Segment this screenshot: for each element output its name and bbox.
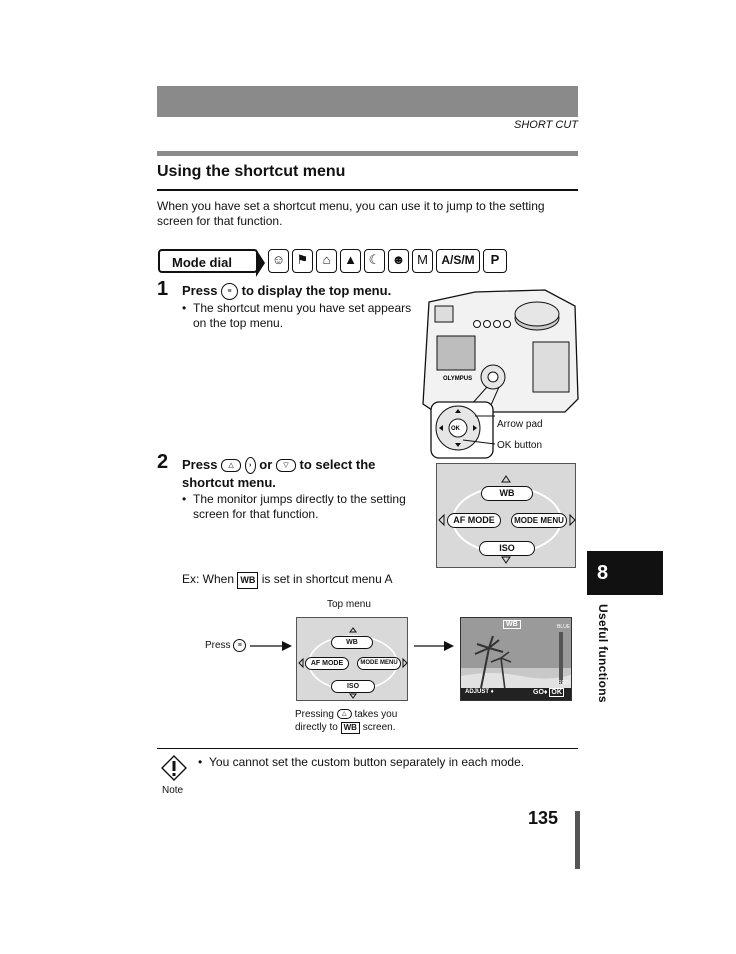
example-line: Ex: When WB is set in shortcut menu A	[182, 572, 392, 589]
landscape-portrait-mode-icon: ⌂	[316, 249, 337, 273]
night-scene-mode-icon: ☾	[364, 249, 385, 273]
go-ok-label: GO♦ OK	[533, 689, 562, 696]
small-menu-af-mode-item: AF MODE	[305, 657, 349, 670]
step1-title: Press ≡ to display the top menu.	[182, 282, 422, 300]
ok-button-callout: OK button	[497, 440, 543, 451]
intro-text: When you have set a shortcut menu, you can use it to jump to the setting screen for that function.	[157, 199, 545, 228]
step2-number: 2	[157, 451, 169, 473]
top-menu-label: Top menu	[327, 599, 371, 610]
blue-label: BLUE	[557, 624, 571, 630]
red-label: RED	[558, 680, 569, 686]
my-mode-icon: M	[412, 249, 433, 273]
page-number-bar	[575, 811, 580, 869]
camera-brand: OLYMPUS	[443, 376, 473, 382]
small-menu-iso-item: ISO	[331, 680, 375, 693]
asm-mode-icon: A/S/M	[436, 249, 480, 273]
shortcut-menu-screen	[436, 463, 576, 568]
step1-number: 1	[157, 278, 169, 300]
page-number: 135	[528, 808, 559, 828]
landscape-mode-icon: ▲	[340, 249, 361, 273]
self-portrait-mode-icon: ☻	[388, 249, 409, 273]
mode-dial-arrow-icon	[256, 249, 265, 277]
camera-back-illustration	[415, 284, 580, 459]
chapter-title: Useful functions	[596, 604, 610, 703]
next-arrow-icon	[414, 640, 454, 652]
note-text: • You cannot set the custom button separately in each mode.	[198, 755, 525, 769]
menu-button-icon: ≡	[233, 639, 246, 652]
title-rule-top	[157, 151, 578, 156]
wb-setting-screen	[460, 617, 572, 701]
arrow-pad-callout: Arrow pad	[497, 419, 543, 430]
note-rule	[157, 748, 578, 749]
small-menu-mode-menu-item: MODE MENU	[357, 657, 401, 670]
up-arrow-button-icon: △	[221, 459, 241, 472]
program-mode-icon: P	[483, 249, 507, 273]
top-menu-screen	[296, 617, 408, 701]
menu-button-icon: ≡	[221, 283, 238, 300]
page-title: Using the shortcut menu	[157, 163, 346, 180]
up-arrow-button-icon: △	[337, 709, 352, 719]
sport-mode-icon: ⚑	[292, 249, 313, 273]
down-arrow-button-icon: ▽	[276, 459, 296, 472]
title-rule-bottom	[157, 189, 578, 191]
press-label: Press ≡	[205, 639, 246, 652]
menu-mode-menu-item: MODE MENU	[511, 513, 567, 528]
section-label: SHORT CUT	[514, 119, 578, 131]
step1-bullet: • The shortcut menu you have set appears on the top menu.	[182, 301, 412, 330]
chapter-tab: 8	[587, 551, 663, 595]
adjust-label: ADJUST ♦	[465, 689, 494, 695]
example-caption: Pressing △ takes you directly to WB screen.	[295, 709, 398, 733]
right-arrow-button-icon: ›	[245, 457, 256, 474]
header-bar	[157, 86, 578, 117]
menu-af-mode-item: AF MODE	[447, 513, 501, 528]
mode-icons	[268, 249, 507, 273]
wb-icon: WB	[237, 572, 258, 589]
note-warning-icon	[160, 754, 188, 782]
ok-button-label: OK	[451, 426, 460, 432]
wb-screen-icon: WB	[503, 620, 521, 629]
step2-title: Press △ › or ▽ to select the shortcut menu.	[182, 457, 376, 491]
menu-iso-item: ISO	[479, 541, 535, 556]
menu-wb-item: WB	[481, 486, 533, 501]
mode-dial-label: Mode dial	[158, 249, 258, 273]
wb-icon: WB	[341, 722, 360, 734]
portrait-mode-icon: ☺	[268, 249, 289, 273]
step2-bullet: • The monitor jumps directly to the setting screen for that function.	[182, 492, 406, 521]
press-arrow-icon	[250, 640, 292, 652]
note-label: Note	[162, 785, 184, 796]
small-menu-wb-item: WB	[331, 636, 373, 649]
